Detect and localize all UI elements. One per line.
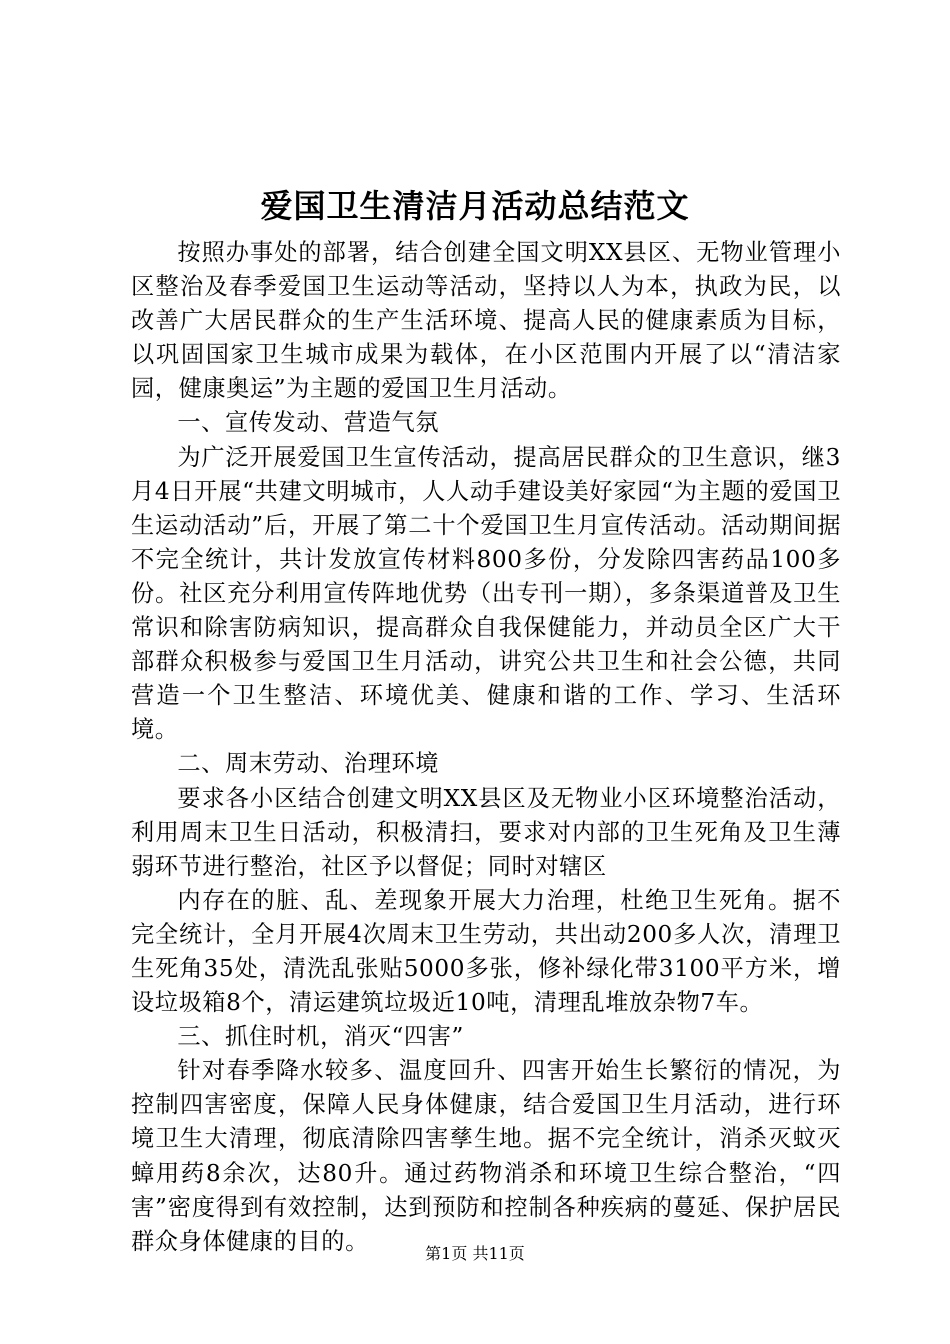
weekend-labor-paragraph-continued: 内存在的脏、乱、差现象开展大力治理，杜绝卫生死角。据不完全统计，全月开展4次周末卫生劳动，共出动200多人次，清理卫生死角35处，清洗乱张贴5000多张，修补绿化带3100平方米，增设垃圾箱8个，清运建筑垃圾近10吨，清理乱堆放杂物7车。	[131, 886, 841, 1017]
page-number: 第1页 共11页	[425, 1244, 525, 1263]
section-heading-weekend-labor: 二、周末劳动、治理环境	[177, 750, 440, 778]
document-title: 爱国卫生清洁月活动总结范文	[260, 187, 690, 225]
four-pests-paragraph: 针对春季降水较多、温度回升、四害开始生长繁衍的情况，为控制四害密度，保障人民身体健康，结合爱国卫生月活动，进行环境卫生大清理，彻底清除四害孳生地。据不完全统计，消杀灭蚊灭蟑用药8余次，达80升。通过药物消杀和环境卫生综合整治，“四害”密度得到有效控制，达到预防和控制各种疾病的蔓延、保护居民群众身体健康的目的。	[131, 1057, 841, 1255]
document-body	[131, 236, 841, 1259]
publicity-paragraph: 为广泛开展爱国卫生宣传活动，提高居民群众的卫生意识，继3月4日开展“共建文明城市，人人动手建设美好家园“为主题的爱国卫生运动活动”后，开展了第二十个爱国卫生月宣传活动。活动期间据不完全统计，共计发放宣传材料800多份，分发除四害药品100多份。社区充分利用宣传阵地优势（出专刊一期），多条渠道普及卫生常识和除害防病知识，提高群众自我保健能力，并动员全区广大干部群众积极参与爱国卫生月活动，讲究公共卫生和社会公德，共同营造一个卫生整洁、环境优美、健康和谐的工作、学习、生活环境。	[131, 443, 841, 744]
section-heading-four-pests: 三、抓住时机，消灭“四害”	[177, 1023, 464, 1051]
section-heading-publicity: 一、宣传发动、营造气氛	[177, 409, 440, 437]
intro-paragraph: 按照办事处的部署，结合创建全国文明XX县区、无物业管理小区整治及春季爱国卫生运动等活动，坚持以人为本，执政为民，以改善广大居民群众的生产生活环境、提高人民的健康素质为目标，以巩固国家卫生城市成果为载体，在小区范围内开展了以“清洁家园，健康奥运”为主题的爱国卫生月活动。	[131, 239, 841, 403]
weekend-labor-paragraph: 要求各小区结合创建文明XX县区及无物业小区环境整治活动，利用周末卫生日活动，积极清扫，要求对内部的卫生死角及卫生薄弱环节进行整治，社区予以督促；同时对辖区	[131, 784, 841, 880]
